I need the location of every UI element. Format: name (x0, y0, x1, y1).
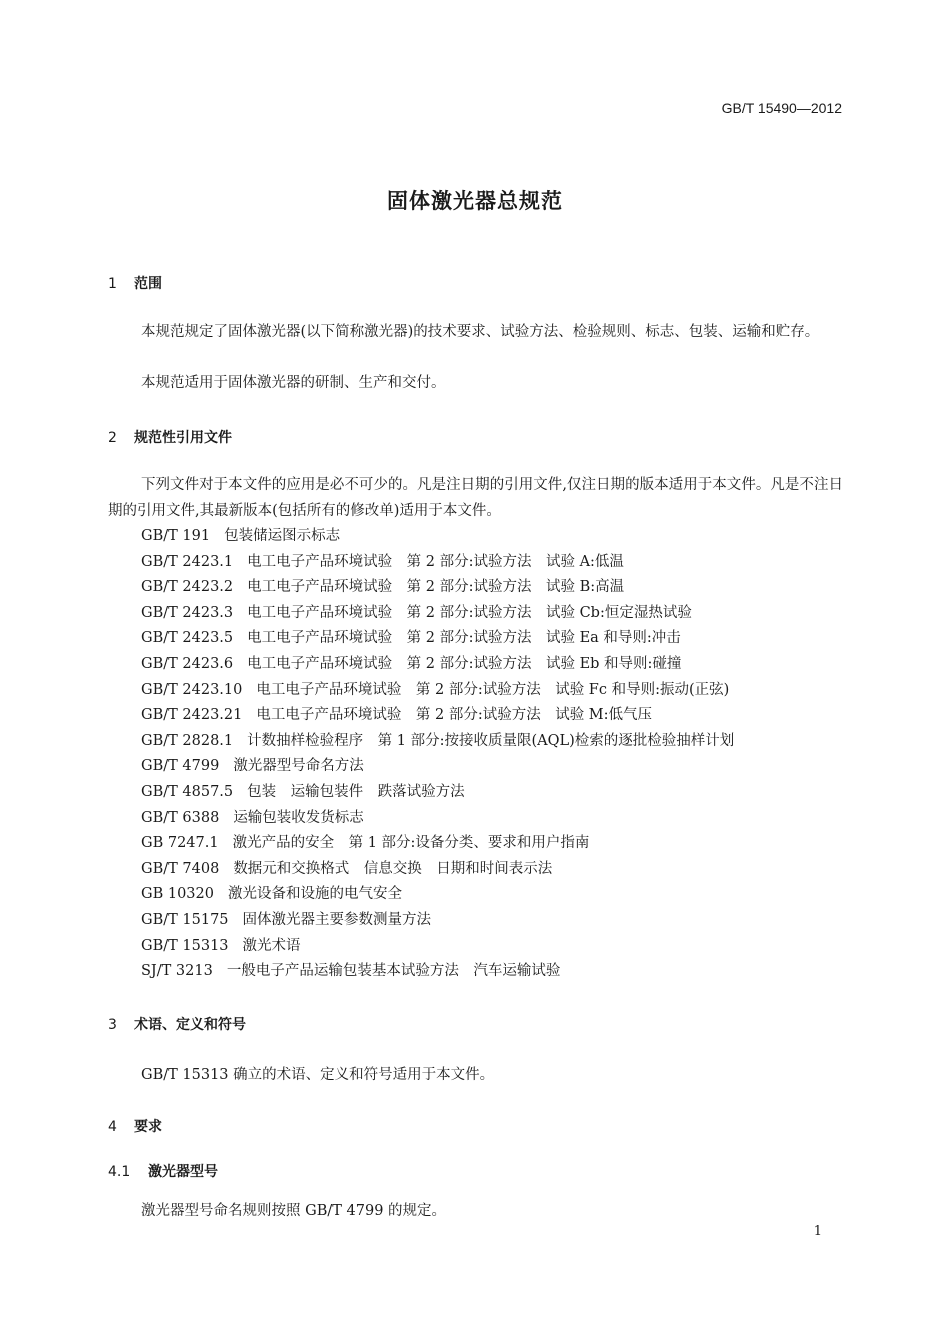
scope-paragraph-2: 本规范适用于固体激光器的研制、生产和交付。 (141, 375, 446, 391)
subsection-4-1-heading (108, 1161, 218, 1181)
reference-item (141, 959, 734, 985)
section-number: 3 (108, 1017, 117, 1033)
reference-item (141, 857, 734, 883)
section-title: 规范性引用文件 (134, 430, 232, 446)
reference-title: 电工电子产品环境试验 第 2 部分:试验方法 试验 Ea 和导则:冲击 (247, 630, 681, 647)
reference-title: 一般电子产品运输包装基本试验方法 汽车运输试验 (226, 963, 561, 980)
reference-item (141, 908, 734, 934)
reference-list (141, 524, 734, 985)
reference-item (141, 652, 734, 678)
section-number: 4 (108, 1119, 117, 1135)
reference-item (141, 754, 734, 780)
reference-item (141, 678, 734, 704)
model-paragraph: 激光器型号命名规则按照 GB/T 4799 的规定。 (141, 1203, 447, 1219)
reference-item (141, 831, 734, 857)
reference-code: GB/T 2423.2 (141, 579, 234, 596)
reference-item (141, 626, 734, 652)
section-title: 范围 (134, 276, 162, 292)
reference-title: 固体激光器主要参数测量方法 (242, 911, 432, 928)
reference-item (141, 550, 734, 576)
reference-item (141, 934, 734, 960)
reference-title: 电工电子产品环境试验 第 2 部分:试验方法 试验 B:高温 (247, 579, 625, 596)
reference-code: GB/T 2423.5 (141, 630, 234, 647)
section-3-heading (108, 1014, 246, 1034)
subsection-title: 激光器型号 (148, 1164, 218, 1180)
reference-code: GB/T 4799 (141, 758, 220, 775)
reference-item (141, 729, 734, 755)
reference-code: SJ/T 3213 (141, 963, 213, 980)
reference-title: 激光设备和设施的电气安全 (227, 886, 402, 903)
reference-item (141, 575, 734, 601)
reference-code: GB/T 15175 (141, 911, 229, 928)
reference-code: GB/T 2423.1 (141, 553, 234, 570)
reference-item (141, 806, 734, 832)
reference-title: 包装储运图示标志 (224, 528, 341, 544)
reference-title: 激光术语 (242, 937, 301, 954)
reference-item (141, 601, 734, 627)
reference-code: GB/T 7408 (141, 860, 220, 877)
reference-code: GB/T 2423.10 (141, 681, 243, 698)
scope-paragraph-1: 本规范规定了固体激光器(以下简称激光器)的技术要求、试验方法、检验规则、标志、包装、运输和贮存。 (141, 324, 820, 340)
reference-title: 电工电子产品环境试验 第 2 部分:试验方法 试验 M:低气压 (256, 707, 653, 724)
page-number: 1 (813, 1224, 822, 1239)
reference-code: GB/T 2423.3 (141, 604, 234, 621)
reference-title: 数据元和交换格式 信息交换 日期和时间表示法 (233, 860, 553, 877)
reference-code: GB/T 6388 (141, 809, 220, 826)
reference-item (141, 780, 734, 806)
section-number: 2 (108, 430, 117, 446)
section-number: 1 (108, 276, 117, 292)
reference-title: 电工电子产品环境试验 第 2 部分:试验方法 试验 Cb:恒定湿热试验 (247, 604, 692, 621)
reference-code: GB/T 4857.5 (141, 783, 234, 800)
reference-code: GB/T 191 (141, 528, 211, 544)
reference-code: GB 10320 (141, 886, 214, 903)
reference-code: GB/T 2423.21 (141, 707, 243, 724)
references-intro: 下列文件对于本文件的应用是必不可少的。凡是注日期的引用文件,仅注日期的版本适用于本文件。凡是不注日期的引用文件,其最新版本(包括所有的修改单)适用于本文件。 (108, 477, 843, 519)
section-title: 要求 (134, 1119, 162, 1135)
reference-item (141, 882, 734, 908)
reference-code: GB/T 15313 (141, 937, 229, 954)
reference-title: 运输包装收发货标志 (233, 809, 364, 826)
terms-paragraph: GB/T 15313 确立的术语、定义和符号适用于本文件。 (141, 1067, 495, 1083)
reference-item (141, 524, 734, 550)
reference-title: 包装 运输包装件 跌落试验方法 (247, 783, 465, 800)
subsection-number: 4.1 (108, 1164, 131, 1180)
reference-title: 电工电子产品环境试验 第 2 部分:试验方法 试验 Fc 和导则:振动(正弦) (256, 681, 730, 698)
section-2-heading (108, 427, 232, 447)
section-1-heading (108, 273, 162, 293)
reference-code: GB/T 2423.6 (141, 655, 234, 672)
section-4-heading (108, 1116, 162, 1136)
reference-title: 计数抽样检验程序 第 1 部分:按接收质量限(AQL)检索的逐批检验抽样计划 (247, 732, 735, 749)
reference-title: 激光器型号命名方法 (233, 758, 364, 775)
reference-item (141, 703, 734, 729)
reference-code: GB/T 2828.1 (141, 732, 234, 749)
reference-title: 电工电子产品环境试验 第 2 部分:试验方法 试验 Eb 和导则:碰撞 (247, 655, 682, 672)
section-title: 术语、定义和符号 (134, 1017, 246, 1033)
standard-number: GB/T 15490—2012 (721, 100, 842, 116)
reference-title: 电工电子产品环境试验 第 2 部分:试验方法 试验 A:低温 (247, 553, 624, 570)
reference-title: 激光产品的安全 第 1 部分:设备分类、要求和用户指南 (232, 835, 590, 852)
document-title: 固体激光器总规范 (387, 189, 563, 213)
reference-code: GB 7247.1 (141, 835, 219, 852)
